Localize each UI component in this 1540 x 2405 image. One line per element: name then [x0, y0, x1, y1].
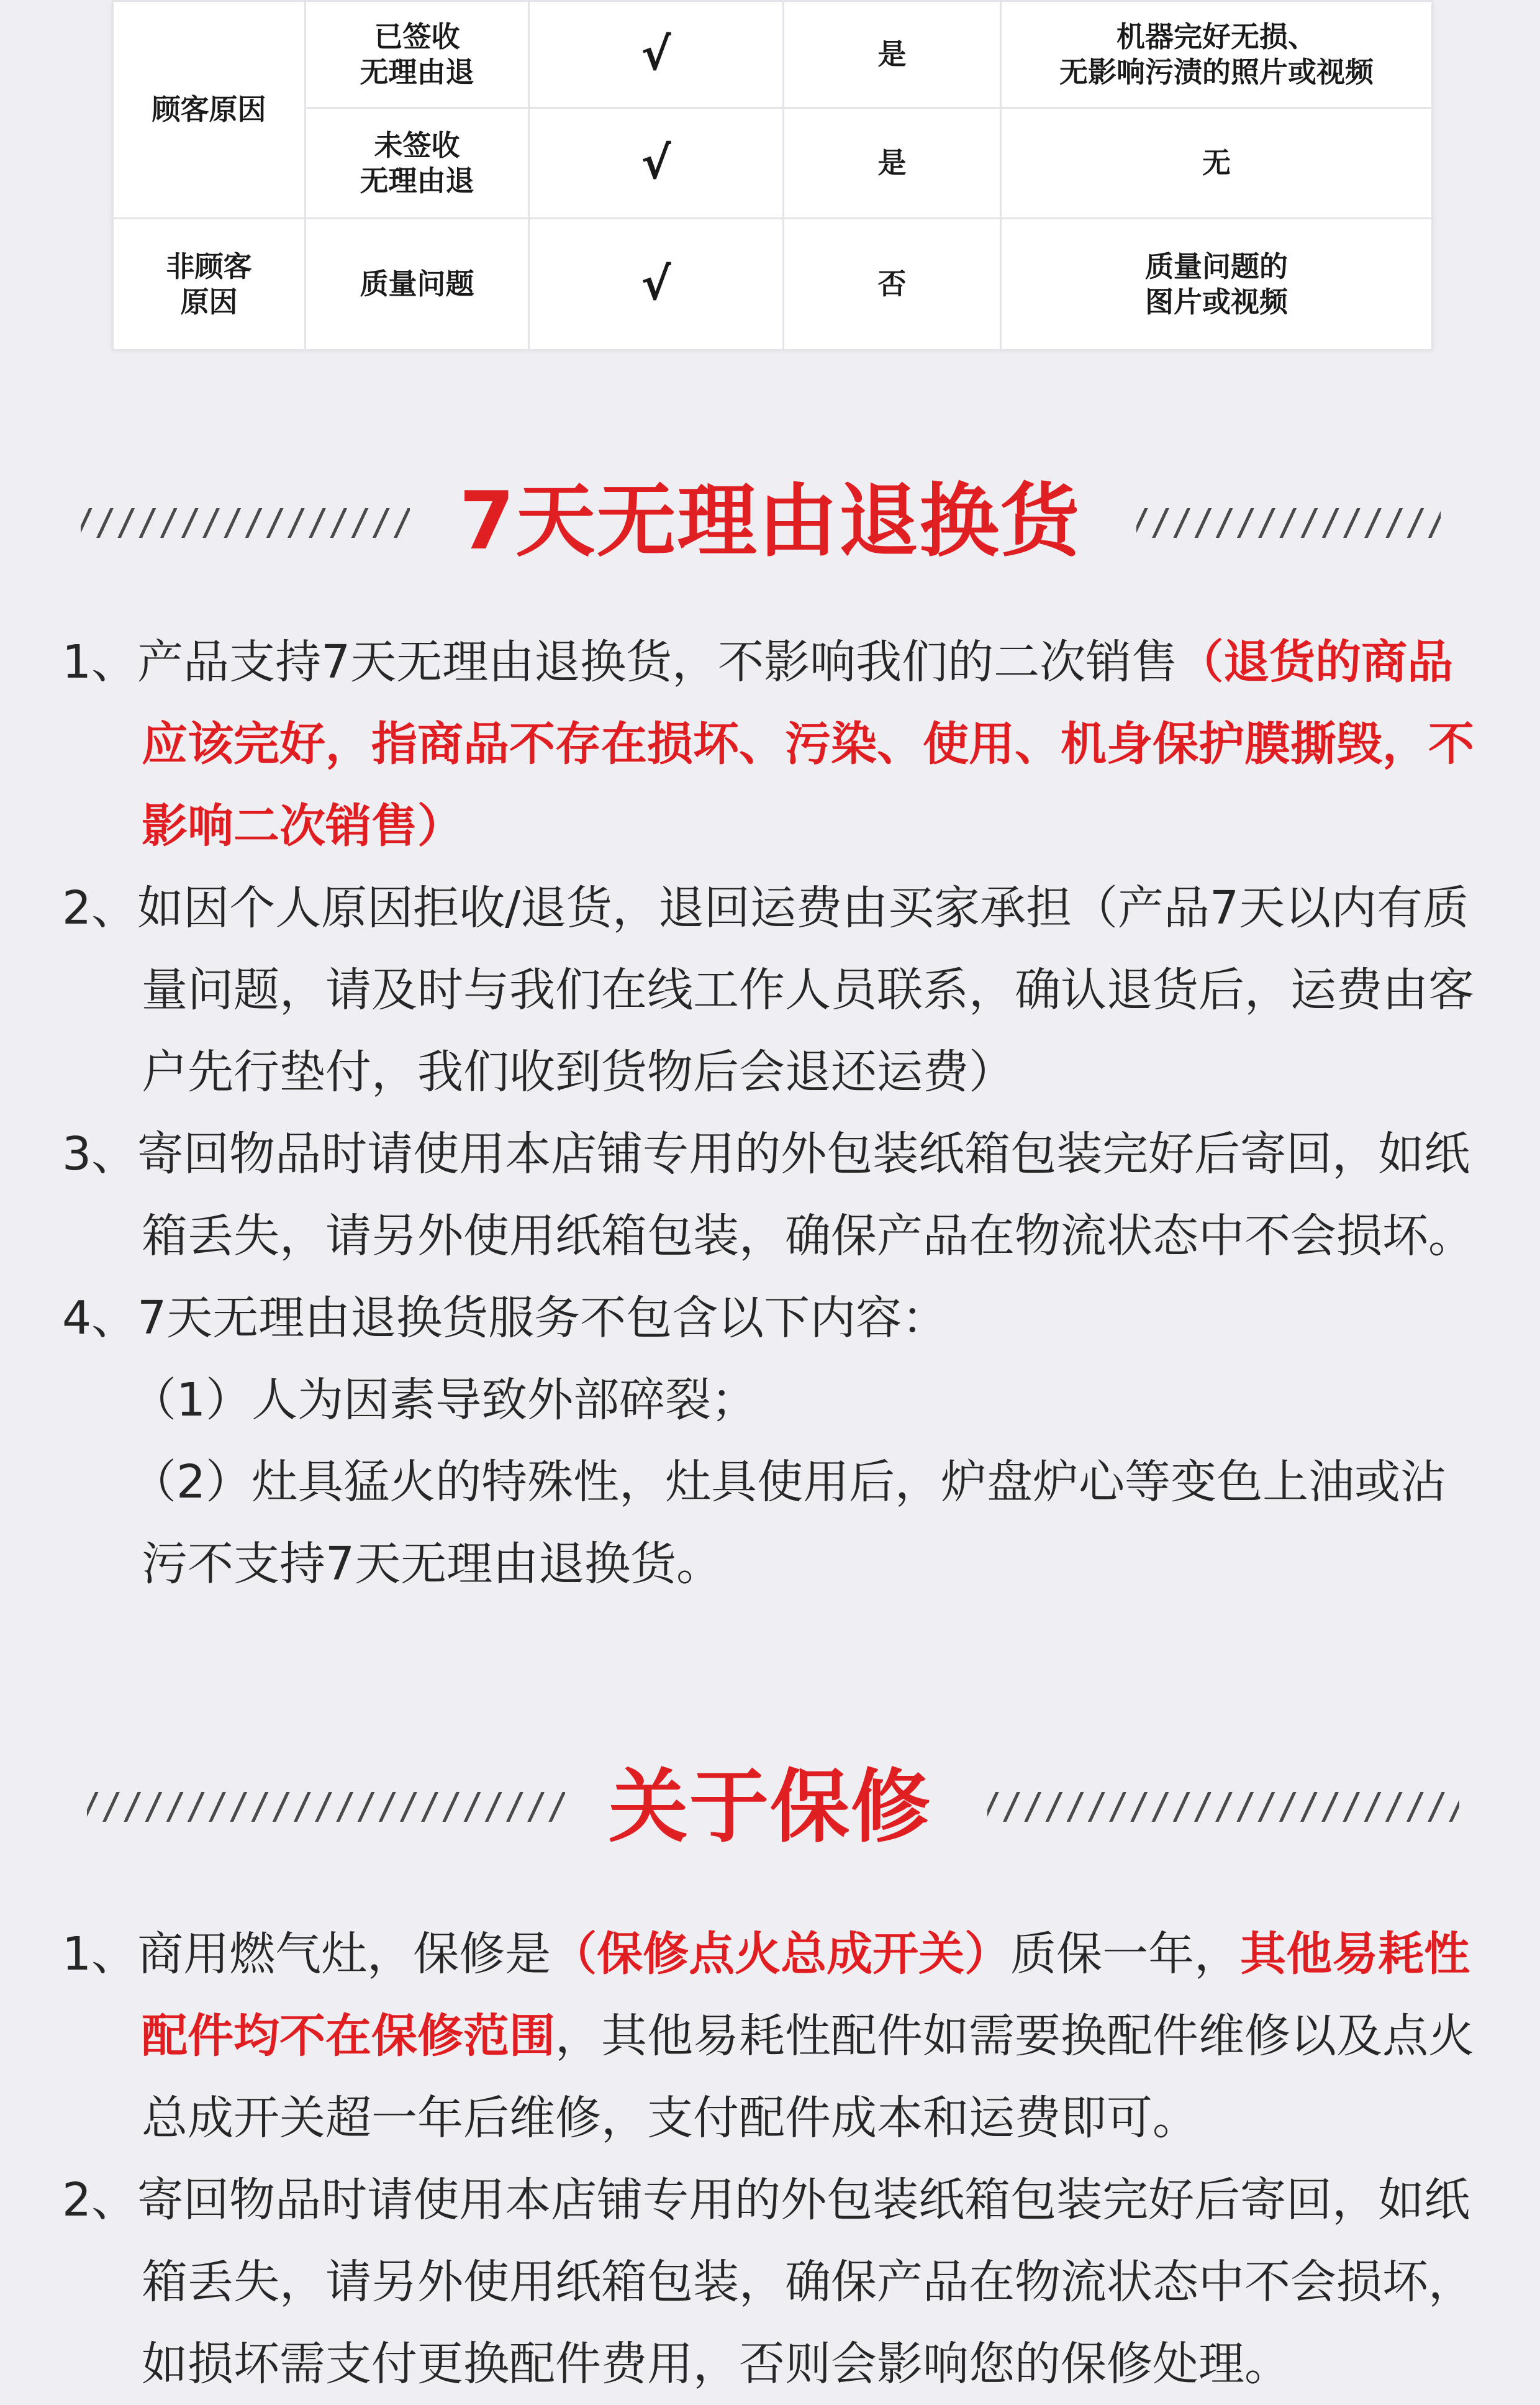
sub-item-text: 人为因素导致外部碎裂；: [251, 1373, 758, 1427]
sub-list-item: [62, 1359, 1490, 1441]
proof-cell: 机器完好无损、 无影响污渍的照片或视频: [1001, 1, 1433, 108]
case-cell: 未签收 无理由退: [306, 108, 529, 219]
item-text: 7天无理由退换货服务不包含以下内容：: [137, 1291, 948, 1345]
item-number: 3、: [62, 1127, 138, 1181]
item-number: 1、: [62, 635, 138, 689]
reason-group-label: 非顾客 原因: [113, 219, 306, 350]
sub-item-text: 灶具猛火的特殊性，灶具使用后，炉盘炉心等变色上油或沾污不支持7天无理由退换货。: [142, 1455, 1447, 1591]
reason-group-label: 顾客原因: [113, 1, 306, 219]
item-number: 1、: [62, 1927, 138, 1981]
sub-item-number: （1）: [130, 1373, 252, 1427]
check-mark: √: [529, 1, 784, 108]
list-item: [62, 1277, 1490, 1359]
section-title-warranty: 关于保修: [608, 1761, 931, 1853]
sub-item-number: （2）: [130, 1455, 252, 1509]
sub-list-item: [62, 1441, 1490, 1605]
check-mark: √: [529, 219, 784, 350]
item-text: 商用燃气灶，保修是: [137, 1927, 551, 1981]
list-item: [62, 2159, 1490, 2405]
table-row: [113, 108, 1433, 219]
shipping-cell: 否: [784, 219, 1001, 350]
check-mark: √: [529, 108, 784, 219]
table-row: [113, 1, 1433, 108]
item-text: 质保一年，: [1010, 1927, 1241, 1981]
section-title-returns: 7天无理由退换货: [459, 475, 1081, 568]
item-number: 4、: [62, 1291, 138, 1345]
table-row: [113, 219, 1433, 350]
warranty-list: [62, 1913, 1490, 2405]
item-text: ，其他易耗性配件如需要换配件维修以及点火总成开关超一年后维修，支付配件成本和运费即可。: [142, 2009, 1474, 2145]
case-cell: 已签收 无理由退: [306, 1, 529, 108]
proof-cell: 无: [1001, 108, 1433, 219]
item-number: 2、: [62, 881, 138, 935]
item-text: 寄回物品时请使用本店铺专用的外包装纸箱包装完好后寄回，如纸箱丢失，请另外使用纸箱包装，确保产品在物流状态中不会损坏，如损坏需支付更换配件费用，否则会影响您的保修处理。: [137, 2173, 1474, 2391]
highlight-text: （保修点火总成开关）: [551, 1927, 1011, 1981]
returns-list: [62, 621, 1490, 1605]
list-item: [62, 867, 1490, 1113]
list-item: [62, 1113, 1490, 1277]
proof-cell: 质量问题的 图片或视频: [1001, 219, 1433, 350]
item-number: 2、: [62, 2173, 138, 2227]
shipping-cell: 是: [784, 1, 1001, 108]
case-cell: 质量问题: [306, 219, 529, 350]
list-item: [62, 621, 1490, 867]
item-text: 寄回物品时请使用本店铺专用的外包装纸箱包装完好后寄回，如纸箱丢失，请另外使用纸箱包装，确保产品在物流状态中不会损坏。: [137, 1127, 1474, 1263]
highlight-text: （退货的商品应该完好，指商品不存在损坏、污染、使用、机身保护膜撕毁，不影响二次销售）: [142, 635, 1474, 853]
highlight-text: 其他易耗性配件均不在保修范围: [142, 1927, 1470, 2063]
shipping-cell: 是: [784, 108, 1001, 219]
list-item: [62, 1913, 1490, 2159]
item-text: 产品支持7天无理由退换货，不影响我们的二次销售: [137, 635, 1178, 689]
policy-table: [112, 0, 1433, 351]
return-policy-table: [112, 0, 1433, 349]
item-text: 如因个人原因拒收/退货，退回运费由买家承担（产品7天以内有质量问题，请及时与我们在线工作人员联系，确认退货后，运费由客户先行垫付，我们收到货物后会退还运费）: [137, 881, 1474, 1099]
